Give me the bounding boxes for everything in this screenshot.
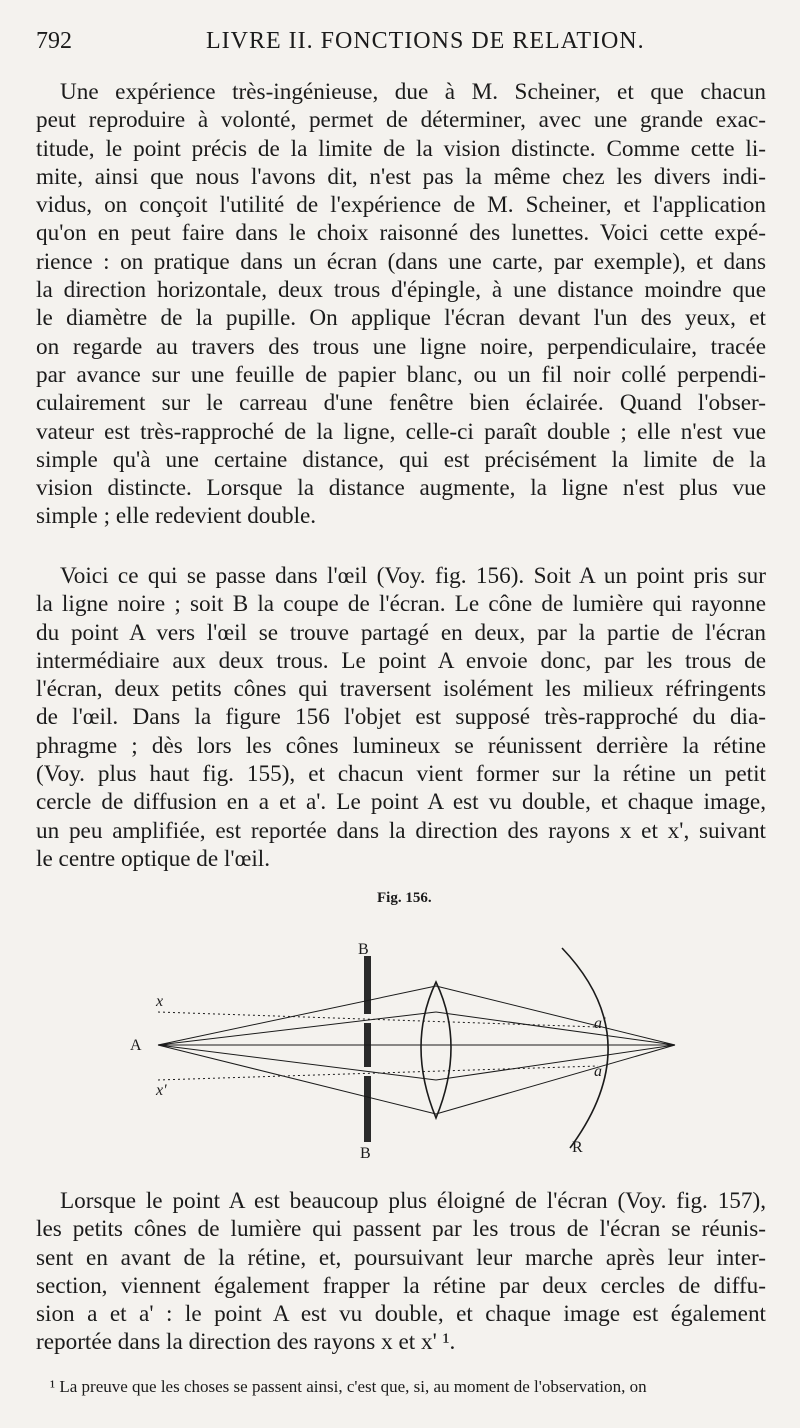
text-line: vidus, on conçoit l'utilité de l'expérience de M. Scheiner, et l'application — [36, 192, 766, 219]
lens — [421, 982, 451, 1118]
text-line: qu'on en peut faire dans le choix raisonné des lunettes. Voici cette expé- — [36, 220, 766, 247]
label-a: A — [130, 1037, 142, 1054]
text-line: le centre optique de l'œil. — [36, 845, 271, 872]
page-header — [36, 28, 764, 62]
text-line: rience : on pratique dans un écran (dans une carte, par exemple), et dans — [36, 248, 766, 275]
figure-156 — [100, 890, 780, 1165]
text-line: les petits cônes de lumière qui passent par les trous de l'écran se réunis- — [36, 1216, 766, 1243]
text-line: mite, ainsi que nous l'avons dit, n'est pas la même chez les divers indi- — [36, 163, 766, 190]
text-line: simple qu'à une certaine distance, qui est précisément la limite de la — [36, 446, 766, 473]
text-line: la ligne noire ; soit B la coupe de l'écran. Le cône de lumière qui rayonne — [36, 591, 766, 618]
figure-title: Fig. 156. — [377, 890, 432, 906]
text-line: sent en avant de la rétine, et, poursuivant leur marche après leur inter- — [36, 1244, 766, 1271]
text-line: cercle de diffusion en a et a'. Le point A est vu double, et chaque image, — [36, 789, 766, 816]
text-line: l'écran, deux petits cônes qui traversent isolément les milieux réfringents — [36, 676, 766, 703]
paragraph-2 — [36, 562, 766, 873]
text-line: on regarde au travers des trous une ligne noire, perpendiculaire, tracée — [36, 333, 766, 360]
text-line: Une expérience très-ingénieuse, due à M. Scheiner, et que chacun — [60, 79, 766, 105]
running-head: LIVRE II. FONCTIONS DE RELATION. — [206, 28, 645, 54]
text-line: de l'œil. Dans la figure 156 l'objet est supposé très-rapproché du dia- — [36, 704, 766, 731]
text-line: (Voy. plus haut fig. 155), et chacun vient former sur la rétine un petit — [36, 761, 766, 788]
footnote: ¹ La preuve que les choses se passent ainsi, c'est que, si, au moment de l'observation, on — [50, 1377, 647, 1396]
text-line: simple ; elle redevient double. — [36, 503, 317, 530]
projection-lines — [158, 1012, 598, 1080]
text-line: la direction horizontale, deux trous d'épingle, à une distance moindre que — [36, 277, 766, 304]
page-number: 792 — [36, 28, 72, 54]
paragraph-3 — [36, 1187, 766, 1357]
paragraph-1 — [36, 78, 766, 531]
text-line: peut reproduire à volonté, permet de déterminer, avec une grande exac- — [36, 107, 766, 134]
screen-upper-segment — [364, 956, 371, 1014]
text-line: titude, le point précis de la limite de la vision distincte. Comme cette li- — [36, 135, 766, 162]
text-line: du point A vers l'œil se trouve partagé en deux, par la partie de l'écran — [36, 619, 766, 646]
optics-diagram — [100, 890, 780, 1165]
text-line: par avance sur une feuille de papier blanc, ou un fil noir collé perpendi- — [36, 361, 766, 388]
label-b-bottom: B — [360, 1145, 371, 1162]
text-line: vateur est très-rapproché de la ligne, celle-ci paraît double ; elle n'est vue — [36, 418, 766, 445]
text-line: Lorsque le point A est beaucoup plus éloigné de l'écran (Voy. fig. 157), — [60, 1188, 766, 1214]
text-line: un peu amplifiée, est reportée dans la direction des rayons x et x', suivant — [36, 817, 766, 844]
label-x-prime: x' — [156, 1082, 167, 1099]
text-line: section, viennent également frapper la rétine par deux cercles de diffu- — [36, 1272, 766, 1299]
label-a: a — [594, 1063, 602, 1080]
text-line: vision distincte. Lorsque la distance augmente, la ligne n'est plus vue — [36, 475, 766, 502]
label-b-top: B — [358, 941, 369, 958]
retina-arc — [562, 948, 608, 1148]
text-line: phragme ; dès lors les cônes lumineux se réunissent derrière la rétine — [36, 732, 766, 759]
text-line: Voici ce qui se passe dans l'œil (Voy. fig. 156). Soit A un point pris sur — [60, 563, 766, 589]
label-r: R — [572, 1139, 583, 1156]
label-a-prime: a' — [594, 1015, 606, 1032]
screen-lower-segment — [364, 1076, 371, 1142]
text-line: culairement sur le carreau d'une fenêtre bien éclairée. Quand l'obser- — [36, 390, 766, 417]
text-line: le diamètre de la pupille. On applique l'écran devant l'un des yeux, et — [36, 305, 766, 332]
light-rays — [158, 986, 675, 1114]
text-line: sion a et a' : le point A est vu double, et chaque image est également — [36, 1301, 766, 1328]
text-line: reportée dans la direction des rayons x et x' ¹. — [36, 1329, 456, 1356]
text-line: intermédiaire aux deux trous. Le point A envoie donc, par les trous de — [36, 647, 766, 674]
label-x: x — [156, 993, 164, 1010]
